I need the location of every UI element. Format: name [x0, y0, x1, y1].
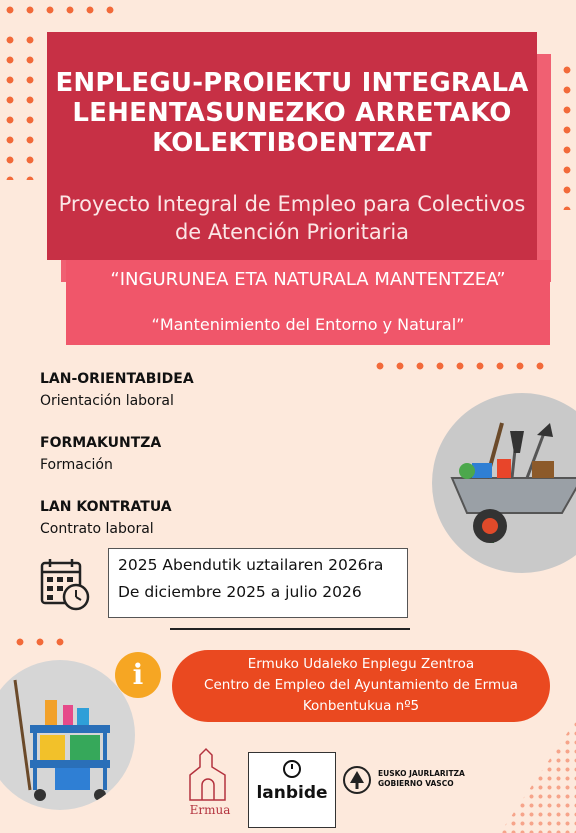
dot-pattern-mid-right [370, 356, 550, 376]
gov-logo-line-2: GOBIERNO VASCO [378, 779, 454, 788]
dot-pattern-right [537, 60, 576, 210]
ermua-logo [180, 745, 240, 825]
theme-eu: “INGURUNEA ETA NATURALA MANTENTZEA” [110, 269, 506, 290]
info-line-1: Ermuko Udaleko Enplegu Zentroa [247, 656, 475, 672]
dot-pattern-left [0, 30, 45, 180]
gov-logo-line-1: EUSKO JAURLARITZA [378, 769, 465, 778]
dot-pattern-top-left [0, 0, 120, 24]
lanbide-logo [248, 752, 336, 828]
date-range-eu: 2025 Abendutik uztailaren 2026ra [118, 556, 384, 574]
date-range-es: De diciembre 2025 a julio 2026 [118, 583, 362, 601]
service-title-orientation: LAN-ORIENTABIDEA [40, 371, 194, 387]
info-line-2: Centro de Empleo del Ayuntamiento de Ermua [204, 677, 518, 693]
info-line-3: Konbentukua nº5 [302, 698, 420, 714]
wheelbarrow-icon [432, 393, 576, 573]
dot-pattern-left-mid [10, 632, 70, 652]
cleaning-cart-icon [0, 660, 135, 810]
ermua-church-icon [180, 745, 240, 805]
service-subtitle-training: Formación [40, 457, 113, 473]
garden-tools-image [432, 393, 576, 573]
calendar-clock-icon [40, 557, 90, 611]
lanbide-logo-text: lanbide [256, 783, 328, 803]
lanbide-clock-icon [282, 759, 302, 779]
ermua-logo-text: Ermua [189, 803, 231, 817]
cleaning-cart-image [0, 660, 135, 810]
basque-government-logo [342, 765, 465, 815]
basque-tree-icon [342, 765, 372, 795]
dot-pattern-bottom-right [500, 720, 576, 833]
service-subtitle-orientation: Orientación laboral [40, 393, 174, 409]
project-title-es: Proyecto Integral de Empleo para Colectivos de Atención Prioritaria [58, 192, 526, 244]
project-title-eu: ENPLEGU-PROIEKTU INTEGRALA LEHENTASUNEZKO ARRETAKO KOLEKTIBOENTZAT [55, 68, 529, 158]
service-title-training: FORMAKUNTZA [40, 435, 162, 451]
theme-es: “Mantenimiento del Entorno y Natural” [151, 315, 465, 334]
divider [170, 628, 410, 630]
service-subtitle-contract: Contrato laboral [40, 521, 154, 537]
info-icon: i [115, 652, 161, 698]
service-title-contract: LAN KONTRATUA [40, 499, 172, 515]
